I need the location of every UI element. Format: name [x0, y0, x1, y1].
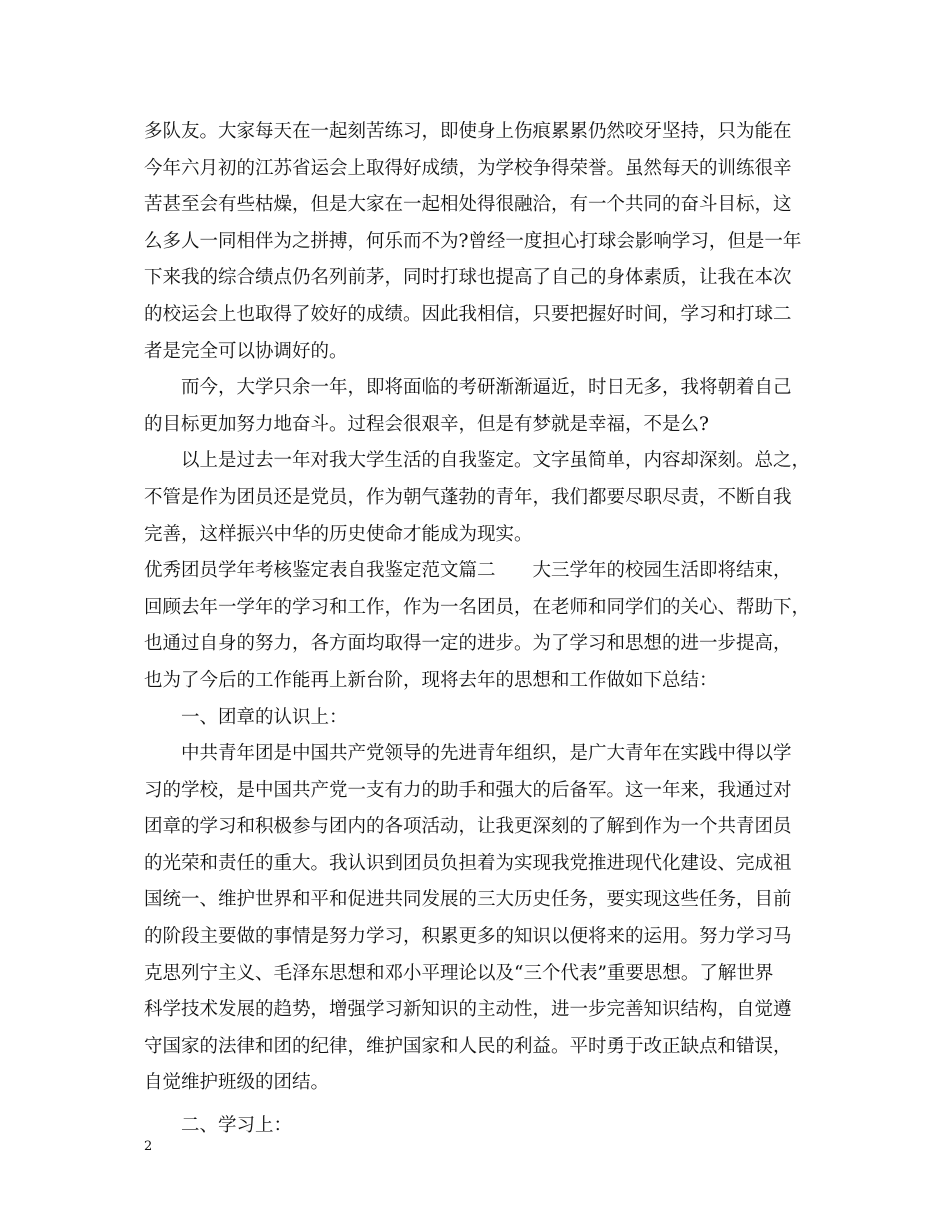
- subsection-heading: 二、学习上：: [144, 1115, 293, 1137]
- text-line: 今年六月初的江苏省运会上取得好成绩，为学校争得荣誉。虽然每天的训练很辛: [144, 157, 792, 179]
- text-line: 克思列宁主义、毛泽东思想和邓小平理论以及“三个代表”重要思想。了解世界: [144, 962, 774, 984]
- text-line: 下来我的综合绩点仍名列前茅，同时打球也提高了自己的身体素质，让我在本次: [144, 267, 792, 289]
- text-line: 以上是过去一年对我大学生活的自我鉴定。文字虽简单，内容却深刻。总之，: [144, 450, 811, 472]
- text-line: 的光荣和责任的重大。我认识到团员负担着为实现我党推进现代化建设、完成祖: [144, 852, 792, 874]
- text-line: 的目标更加努力地奋斗。过程会很艰辛，但是有梦就是幸福，不是么?: [144, 413, 709, 435]
- text-line: 也通过自身的努力，各方面均取得一定的进步。为了学习和思想的进一步提高，: [144, 633, 792, 655]
- text-line: 中共青年团是中国共产党领导的先进青年组织，是广大青年在实践中得以学: [144, 743, 792, 765]
- text-line: 守国家的法律和团的纪律，维护国家和人民的利益。平时勇于改正缺点和错误，: [144, 1035, 792, 1057]
- text-line: 团章的学习和积极参与团内的各项活动，让我更深刻的了解到作为一个共青团员: [144, 816, 792, 838]
- text-line: 习的学校，是中国共产党一支有力的助手和强大的后备军。这一年来，我通过对: [144, 779, 792, 801]
- text-line: 苦甚至会有些枯燥，但是大家在一起相处得很融洽，有一个共同的奋斗目标，这: [144, 194, 792, 216]
- text-line: 么多人一同相伴为之拼搏，何乐而不为?曾经一度担心打球会影响学习，但是一年: [144, 230, 802, 252]
- text-line: 回顾去年一学年的学习和工作，作为一名团员，在老师和同学们的关心、帮助下，: [144, 596, 811, 618]
- text-line: 完善，这样振兴中华的历史使命才能成为现实。: [144, 523, 533, 545]
- text-line: 多队友。大家每天在一起刻苦练习，即使身上伤痕累累仍然咬牙坚持，只为能在: [144, 121, 792, 142]
- text-line: 也为了今后的工作能再上新台阶，现将去年的思想和工作做如下总结：: [144, 669, 718, 691]
- text-line: 国统一、维护世界和平和促进共同发展的三大历史任务，要实现这些任务，目前: [144, 889, 792, 911]
- text-line: 不管是作为团员还是党员，作为朝气蓬勃的青年，我们都要尽职尽责，不断自我: [144, 486, 792, 508]
- text-line: 者是完全可以协调好的。: [144, 340, 348, 362]
- page-number: 2: [144, 1139, 153, 1154]
- text-line: 的校运会上也取得了姣好的成绩。因此我相信，只要把握好时间，学习和打球二: [144, 303, 792, 325]
- text-line: 科学技术发展的趋势，增强学习新知识的主动性，进一步完善知识结构，自觉遵: [144, 999, 792, 1021]
- subsection-heading: 一、团章的认识上：: [144, 706, 348, 728]
- text-line: 的阶段主要做的事情是努力学习，积累更多的知识以便将来的运用。努力学习马: [144, 926, 792, 948]
- text-line: 而今，大学只余一年，即将面临的考研渐渐逼近，时日无多，我将朝着自己: [144, 377, 792, 399]
- document-body: [144, 114, 824, 1145]
- section-heading: 优秀团员学年考核鉴定表自我鉴定范文篇二 大三学年的校园生活即将结束，: [144, 560, 792, 582]
- text-line: 自觉维护班级的团结。: [144, 1072, 330, 1094]
